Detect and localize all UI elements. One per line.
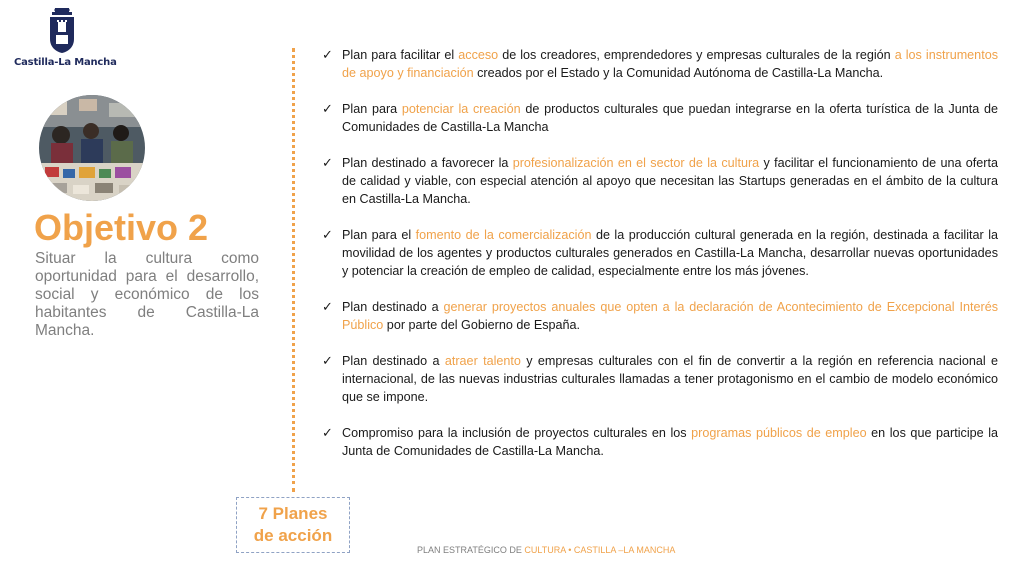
plan-text: Plan para <box>342 102 402 116</box>
plan-highlight: a los instrumentos de apoyo y financiación <box>342 48 998 80</box>
plan-text: por parte del Gobierno de España. <box>383 318 581 332</box>
plan-highlight: programas públicos de empleo <box>691 426 867 440</box>
checkmark-icon: ✓ <box>322 227 333 242</box>
checkmark-icon: ✓ <box>322 47 333 62</box>
checkmark-icon: ✓ <box>322 299 333 314</box>
objective-title: Objetivo 2 <box>34 207 209 248</box>
book-fair-photo <box>39 95 145 201</box>
footer-caption <box>417 545 677 556</box>
action-plans-badge <box>236 497 350 553</box>
plan-text: de la producción cultural generada en la región, destinada a facilitar la movilidad de los agentes y productos culturales generados en Castilla-La Mancha, desarrollar nuevas oportunidades y potenciar la creación de empleo de calidad, especialmente entre los más jóvenes. <box>342 228 999 278</box>
badge-line-1: 7 Planes <box>258 504 328 523</box>
footer-prefix: PLAN ESTRATÉGICO DE <box>417 545 525 555</box>
plan-text: y facilitar el funcionamiento de una oferta de calidad y viable, con especial atención al apoyo que necesitan las Startups generadas en el ámbito de la cultura en Castilla-La Mancha. <box>342 156 998 206</box>
plan-text: Compromiso para la inclusión de proyectos culturales en los <box>342 426 692 440</box>
plan-highlight: fomento de la comercialización <box>415 228 592 242</box>
dotted-divider <box>292 48 295 492</box>
plan-text: Plan destinado a <box>342 354 445 368</box>
action-plan-item <box>322 154 998 208</box>
logo <box>14 8 117 68</box>
plan-highlight: potenciar la creación <box>401 102 521 116</box>
plan-text: Plan para el <box>342 228 416 242</box>
action-plan-list <box>322 46 998 478</box>
plan-text: Plan para facilitar el <box>342 48 459 62</box>
action-plan-item <box>322 226 998 280</box>
plan-highlight: acceso <box>458 48 499 62</box>
action-plan-item <box>322 424 998 460</box>
checkmark-icon: ✓ <box>322 425 333 440</box>
checkmark-icon: ✓ <box>322 101 333 116</box>
checkmark-icon: ✓ <box>322 353 333 368</box>
plan-text: de los creadores, emprendedores y empresas culturales de la región <box>498 48 895 62</box>
action-plan-item <box>322 46 998 82</box>
action-plan-item <box>322 100 998 136</box>
logo-text: Castilla-La Mancha <box>14 57 117 68</box>
action-plan-item <box>322 352 998 406</box>
footer-highlight: CULTURA • CASTILLA –LA MANCHA <box>524 545 676 555</box>
plan-text: en los que participe la Junta de Comunidades de Castilla-La Mancha. <box>342 426 998 458</box>
plan-highlight: generar proyectos anuales que opten a la declaración de Acontecimiento de Excepcional Interés Público <box>342 300 999 332</box>
plan-text: creados por el Estado y la Comunidad Autónoma de Castilla-La Mancha. <box>473 66 884 80</box>
plan-text: y empresas culturales con el fin de convertir a la región en referencia nacional e internacional, de las nuevas industrias culturales llamadas a tener protagonismo en el cambio de modelo económico que se impone. <box>342 354 998 404</box>
plan-highlight: atraer talento <box>444 354 521 368</box>
checkmark-icon: ✓ <box>322 155 333 170</box>
castilla-la-mancha-crest-icon <box>47 8 77 54</box>
plan-highlight: profesionalización en el sector de la cultura <box>512 156 760 170</box>
badge-line-2: de acción <box>253 526 333 545</box>
plan-text: Plan destinado a <box>342 300 444 314</box>
action-plan-item <box>322 298 998 334</box>
plan-text: Plan destinado a favorecer la <box>342 156 513 170</box>
plan-text: de productos culturales que puedan integrarse en la oferta turística de la Junta de Comunidades de Castilla-La Mancha <box>342 102 998 134</box>
objective-description: Situar la cultura como oportunidad para el desarrollo, social y económico de los habitantes de Castilla-La Mancha. <box>35 250 259 339</box>
